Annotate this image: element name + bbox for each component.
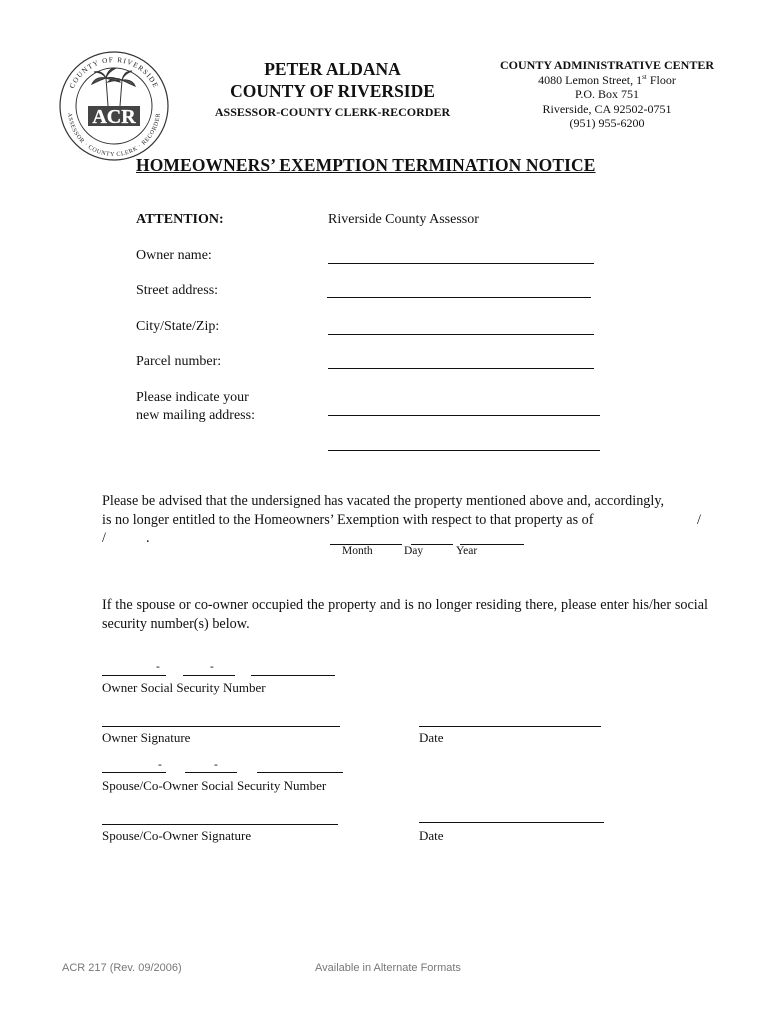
notice-period: . [146, 530, 150, 546]
spouse-ssn-part-1[interactable] [102, 772, 166, 773]
spouse-ssn-part-3[interactable] [257, 772, 343, 773]
phone-line: (951) 955-6200 [569, 116, 645, 130]
assessor-name: PETER ALDANA [264, 59, 401, 79]
mailing-address-field-2[interactable] [328, 450, 600, 451]
spouse-instructions: If the spouse or co-owner occupied the property and is no longer residing there, please enter his/her social security number(s) below. [102, 597, 708, 632]
form-id: ACR 217 (Rev. 09/2006) [62, 962, 182, 974]
spouse-signature-label: Spouse/Co-Owner Signature [102, 828, 252, 843]
notice-line-1: Please be advised that the undersigned has vacated the property mentioned above and, accordingly, [102, 493, 665, 509]
ssn-dash: - [210, 661, 214, 673]
header-address-block [492, 58, 722, 131]
po-box-line: P.O. Box 751 [574, 87, 639, 101]
street-address-line: 4080 Lemon Street, 1st Floor [538, 72, 676, 87]
ssn-dash: - [156, 661, 160, 673]
office-name: ASSESSOR-COUNTY CLERK-RECORDER [214, 105, 451, 119]
owner-ssn-part-2[interactable] [183, 675, 235, 676]
spouse-date-label: Date [419, 828, 444, 843]
parcel-number-field[interactable] [328, 368, 594, 369]
notice-line-2: is no longer entitled to the Homeowners’ Exemption with respect to that property as of [102, 512, 594, 528]
county-name: COUNTY OF RIVERSIDE [230, 81, 435, 101]
ssn-dash: - [214, 759, 218, 771]
city-line: Riverside, CA 92502-0751 [542, 101, 672, 116]
county-seal-logo [58, 50, 170, 162]
mailing-address-label-2: new mailing address: [136, 408, 255, 423]
mailing-address-label-1: Please indicate your [136, 390, 249, 405]
alternate-formats-note: Available in Alternate Formats [315, 962, 461, 974]
month-caption: Month [342, 545, 373, 557]
street-address-field[interactable] [327, 297, 591, 298]
owner-name-label: Owner name: [136, 248, 212, 263]
year-caption: Year [456, 545, 478, 557]
owner-date-label: Date [419, 730, 444, 745]
day-caption: Day [404, 545, 424, 557]
svg-text:COUNTY OF RIVERSIDE: COUNTY OF RIVERSIDE [68, 55, 160, 90]
svg-text:ASSESSOR · COUNTY CLERK · RECO: ASSESSOR · COUNTY CLERK · RECORDER [66, 112, 162, 159]
owner-ssn-part-1[interactable] [102, 675, 166, 676]
header-center [205, 58, 460, 120]
attention-value: Riverside County Assessor [328, 212, 479, 227]
city-state-zip-label: City/State/Zip: [136, 319, 220, 334]
city-state-zip-field[interactable] [328, 334, 594, 335]
notice-date-slash-1: / [697, 512, 701, 528]
owner-signature-label: Owner Signature [102, 730, 191, 745]
spouse-ssn-part-2[interactable] [185, 772, 237, 773]
mailing-address-field-1[interactable] [328, 415, 600, 416]
street-address-label: Street address: [136, 283, 219, 298]
svg-text:ACR: ACR [92, 106, 136, 128]
owner-date-field[interactable] [419, 726, 601, 727]
spouse-date-field[interactable] [419, 822, 604, 823]
notice-date-slash-2: / [102, 530, 106, 546]
admin-center-title: COUNTY ADMINISTRATIVE CENTER [499, 58, 715, 72]
parcel-number-label: Parcel number: [136, 354, 222, 369]
attention-label: ATTENTION: [136, 212, 224, 227]
owner-ssn-label: Owner Social Security Number [102, 680, 266, 695]
owner-signature-field[interactable] [102, 726, 340, 727]
owner-ssn-part-3[interactable] [251, 675, 335, 676]
owner-name-field[interactable] [328, 263, 594, 264]
spouse-ssn-label: Spouse/Co-Owner Social Security Number [102, 778, 327, 793]
page-title: HOMEOWNERS’ EXEMPTION TERMINATION NOTICE [136, 155, 596, 175]
ssn-dash: - [158, 759, 162, 771]
spouse-signature-field[interactable] [102, 824, 338, 825]
